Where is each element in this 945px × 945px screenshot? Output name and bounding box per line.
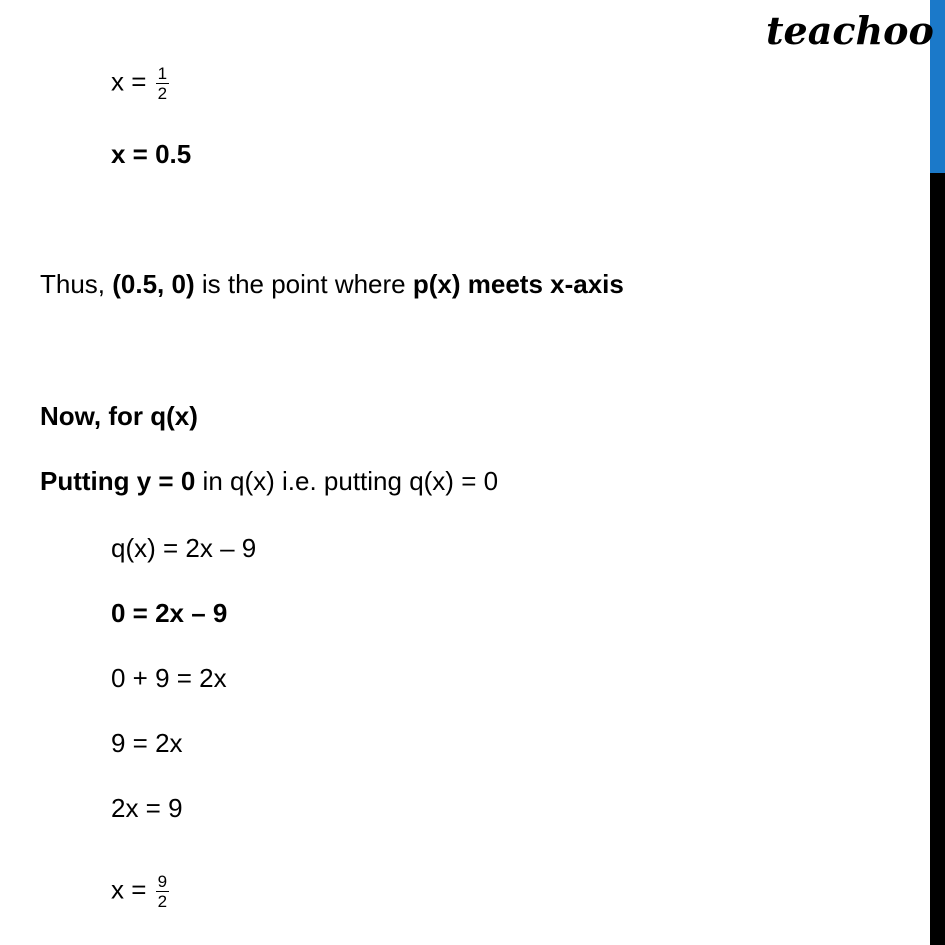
equation-step: q(x) = 2x – 9 (111, 533, 257, 563)
equation-step: 2x = 9 (111, 793, 183, 823)
text: in q(x) i.e. putting q(x) = 0 (195, 466, 499, 496)
putting-statement (40, 465, 498, 497)
equation-text: x = (111, 66, 154, 97)
equation-step: 0 = 2x – 9 (111, 598, 228, 628)
fraction-numerator: 9 (157, 872, 168, 891)
fraction (156, 64, 169, 103)
point-text: (0.5, 0) (112, 269, 195, 299)
fraction-denominator: 2 (157, 892, 168, 911)
equation-step: 0 + 9 = 2x (111, 663, 227, 693)
equation-x-nine-halves (111, 872, 169, 911)
bold-text: Putting y = 0 (40, 466, 196, 496)
teachoo-logo: teachoo (766, 8, 934, 53)
equation-text: x = (111, 874, 154, 905)
equation-step: 9 = 2x (111, 728, 183, 758)
fraction-denominator: 2 (157, 84, 168, 103)
equation-x-result: x = 0.5 (111, 139, 192, 169)
equation-x-half (111, 64, 169, 103)
text: Thus, (40, 269, 113, 299)
text: is the point where (194, 269, 413, 299)
section-heading: Now, for q(x) (40, 401, 198, 431)
fraction (156, 872, 169, 911)
fraction-numerator: 1 (157, 64, 168, 83)
conclusion-p (40, 268, 624, 300)
bold-text: p(x) meets x-axis (412, 269, 624, 299)
